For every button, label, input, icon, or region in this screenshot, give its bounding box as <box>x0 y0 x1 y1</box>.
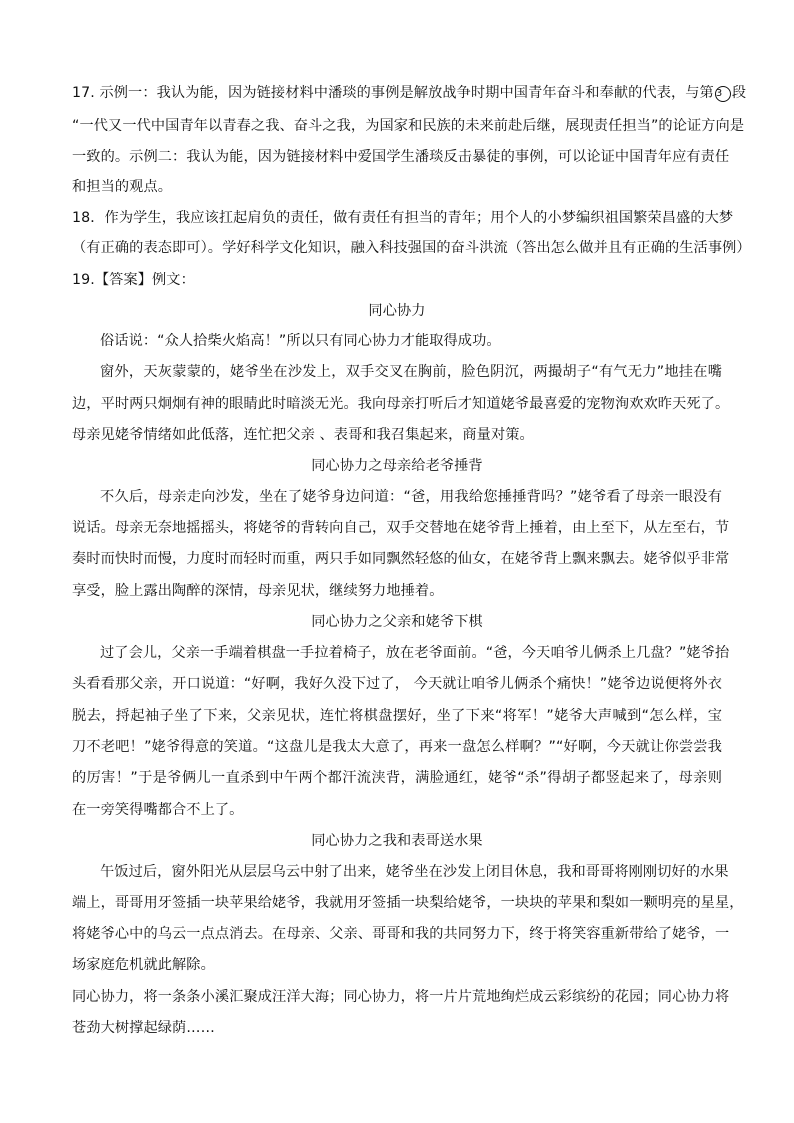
q19-heading: 19.【答案】例文： <box>72 272 195 288</box>
essay-p3-line: 说话。母亲无奈地摇摇头，将姥爷的背转向自己，双手交替地在姥爷背上捶着，由上至下，从左至右，节 <box>72 520 730 536</box>
essay-p5-line: 端上，哥哥用牙签插一块苹果给姥爷，我就用牙签插一块梨给姥爷，一块块的苹果和梨如一颗明亮的星星， <box>72 895 744 911</box>
essay-p2-line: 窗外，天灰蒙蒙的，姥爷坐在沙发上，双手交叉在胸前，脸色阴沉，两撮胡子“有气无力”地挂在嘴 <box>100 364 722 380</box>
essay-p5-line: 场家庭危机就此解除。 <box>72 957 215 973</box>
essay-p4-line: 脱去，捋起袖子坐了下来，父亲见状，连忙将棋盘摆好，坐了下来“将军！”姥爷大声喊到“怎么样，宝 <box>72 708 722 724</box>
q18-line-1: 18．作为学生，我应该扛起肩负的责任，做有责任有担当的青年；用个人的小梦编织祖国繁荣昌盛的大梦 <box>72 210 734 226</box>
essay-p2-line: 边，平时两只炯炯有神的眼睛此时暗淡无光。我向母亲打听后才知道姥爷最喜爱的宠物洵欢欢昨天死了。 <box>72 396 730 412</box>
essay-title: 同心协力 <box>368 303 426 319</box>
essay-subheading-1: 同心协力之母亲给老爷捶背 <box>311 458 483 474</box>
essay-paragraph-1: 俗话说：“众人拾柴火焰高！”所以只有同心协力才能取得成功。 <box>100 333 501 349</box>
essay-p3-line: 不久后，母亲走向沙发，坐在了姥爷身边问道：“爸，用我给您捶捶背吗？”姥爷看了母亲一眼没有 <box>100 489 722 505</box>
q17-line-2: “一代又一代中国青年以青春之我、奋斗之我，为国家和民族的未来前赴后继，展现责任担当”的论证方向是 <box>72 118 745 134</box>
essay-p4-line: 刀不老吧！”姥爷得意的笑道。“这盘儿是我太大意了，再来一盘怎么样啊？”“好啊，今天就让你尝尝我 <box>72 739 722 755</box>
essay-p5-line: 午饭过后，窗外阳光从层层乌云中射了出来，姥爷坐在沙发上闭目休息，我和哥哥将刚刚切好的水果 <box>100 864 729 880</box>
circled-number: 3 <box>715 86 731 102</box>
essay-p4-line: 头看看那父亲，开口说道：“好啊，我好久没下过了， 今天就让咱爷儿俩杀个痛快！”姥爷边说便将外衣 <box>72 676 722 692</box>
essay-p2-line: 母亲见姥爷情绪如此低落，连忙把父亲 、表哥和我召集起来，商量对策。 <box>72 427 534 443</box>
essay-p4-line: 在一旁笑得嘴都合不上了。 <box>72 802 244 818</box>
essay-p6-line: 同心协力，将一条条小溪汇聚成汪洋大海；同心协力，将一片片荒地绚烂成云彩缤纷的花园；同心协力将 <box>72 989 730 1005</box>
q18-line-2: （有正确的表态即可）。学好科学文化知识，融入科技强国的奋斗洪流（答出怎么做并且有正确的生活事例） <box>72 240 751 256</box>
essay-p4-line: 的厉害！”于是爷俩儿一直杀到中午两个都汗流浃背，满脸通红，姥爷“杀”得胡子都竖起来了，母亲则 <box>72 770 722 786</box>
essay-p6-line: 苍劲大树撑起绿荫…… <box>72 1020 215 1036</box>
essay-p5-line: 将姥爷心中的乌云一点点消去。在母亲、父亲、哥哥和我的共同努力下，终于将笑容重新带给了姥爷，一 <box>72 926 730 942</box>
q17-line-4: 和担当的观点。 <box>72 179 173 195</box>
q17-line-3: 一致的。示例二：我认为能，因为链接材料中爱国学生潘琰反击暴徒的事例，可以论证中国青年应有责任 <box>72 149 730 165</box>
essay-p3-line: 奏时而快时而慢，力度时而轻时而重，两只手如同飘然轻悠的仙女，在姥爷背上飘来飘去。姥爷似乎非常 <box>72 551 730 567</box>
essay-subheading-2: 同心协力之父亲和姥爷下棋 <box>311 614 483 630</box>
essay-p3-line: 享受，脸上露出陶醉的深情，母亲见状，继续努力地捶着。 <box>72 583 444 599</box>
q17-line-1: 17. 示例一：我认为能，因为链接材料中潘琰的事例是解放战争时期中国青年奋斗和奉献的代表，与第 3 段 <box>72 85 747 101</box>
essay-subheading-3: 同心协力之我和表哥送水果 <box>311 833 483 849</box>
essay-p4-line: 过了会儿，父亲一手端着棋盘一手拉着椅子，放在老爷面前。“爸，今天咱爷儿俩杀上几盘？”姥爷抬 <box>100 645 730 661</box>
